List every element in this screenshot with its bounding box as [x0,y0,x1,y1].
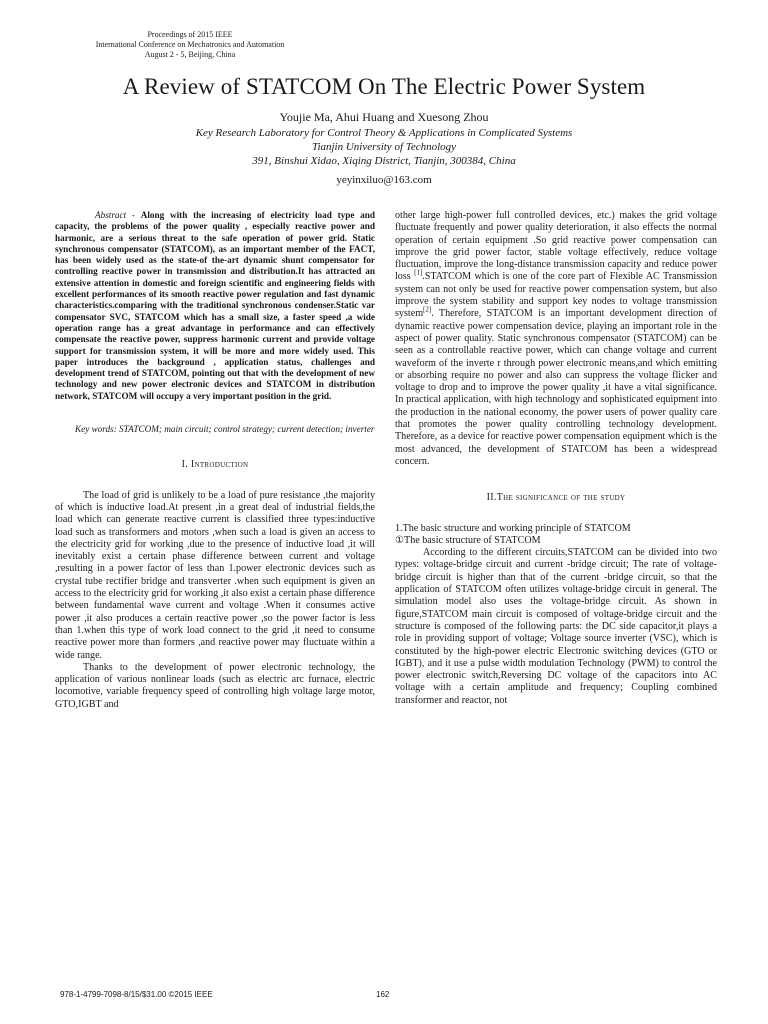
section-heading-significance: II.The significance of the study [486,492,626,504]
text-run: . Therefore, STATCOM is an important development direction of dynamic reactive power compensation device, playing an important role in the aspect of power quality. Static synchronous compensator (STATCOM) can be seen as a controllable reactive power, which can change voltage and current waveform of the inverte r through power electronic means,and which emitting or absorbing require no power and also can suppress the voltage flicker and voltage to drop and to improve the power quality ,it have a vital significance. In practical application, with high technology and sophisticated equipment into the production in the national economy, the power users of power quality care that promotes the power quality controlling technology development. Therefore, as a device for reactive power compensation equipment which is the most advanced, the development of STATCOM has been a widespread concern. [395,308,717,467]
affiliation-lab: Key Research Laboratory for Control Theory & Applications in Complicated Systems [195,127,573,139]
abstract-label: Abstract - [95,210,135,220]
footer-isbn: 978-1-4799-7098-8/15/$31.00 ©2015 IEEE [60,990,213,999]
section-heading-introduction: I. Introduction [181,459,249,471]
page-number: 162 [376,990,390,999]
paragraph: According to the different circuits,STATCOM can be divided into two types: voltage-bridge circuit and current -bridge circuit; The rate of voltage-bridge circuit is higher than that of the current -bridge circuit, so that the application of STATCOM often utilizes voltage-bridge circuit in general. The simulation model also uses the voltage-bridge circuit. As shown in figure,STATCOM main circuit is composed of voltage-bridge circuit and the structure is composed of the following parts: the DC side capacitor,it plays a role in providing support of voltage; Voltage source inverter (VSC), which is constituted by the high-power electric Electronic switching devices (GTO or IGBT), and it use a pulse width modulation Technology (PWM) to control the power electronic switch,Reversing DC voltage of the capacitors into AC voltage with a certain amplitude and frequency; Coupling combined transformer and reactor, not [395,547,717,706]
proceedings-line: International Conference on Mechatronics and Automation [95,40,285,49]
paragraph: The load of grid is unlikely to be a load of pure resistance ,the majority of which is inductive load.At present ,in a great deal of industrial fields,the load which can generate reactive current is classified three types:inductive load such as transformers and motors ,when such a load is given an access to the electricity grid for working ,due to the presence of inductive load ,it will inevitably exist a certain phase difference between current and voltage ,resulting in a power factor of less than 1.power electronic devices such as crystal tube rectifier bridge and transverter .when such equipment is given an access to the electricity grid for working ,it also exist a certain phase difference between fundamental wave current and voltage .When it consumes active power ,it also produces a certain reactive power ,so the power factor is less than 1.when this type of work load connect to the grid ,it need to consume reactive power more than formers ,and reactive power may fluctuate within a wide range. [55,489,375,661]
paragraph-continued [395,210,717,468]
citation-ref[interactable]: [1] [414,269,423,278]
affiliation-address: 391, Binshui Xidao, Xiqing District, Tianjin, 300384, China [252,155,516,167]
affiliation-university: Tianjin University of Technology [311,141,457,153]
author-block [0,110,768,187]
subsection-heading: 1.The basic structure and working principle of STATCOM [395,522,631,534]
author-email: yeyinxiluo@163.com [336,174,432,186]
proceedings-line: August 2 - 5, Beijing, China [144,50,236,59]
citation-ref[interactable]: [2] [423,306,432,315]
right-column [395,210,717,707]
text-run: .STATCOM which is one of the core part of Flexible AC Transmission system can not only be used for reactive power compensation system, but also improve the system stability and support key nodes to voltage transmission system [395,271,717,320]
paragraph: Thanks to the development of power electronic technology, the application of various nonlinear loads (such as electric arc furnace, electric locomotive, variable frequency speed of controlling high voltage large motor, GTO,IGBT and [55,661,375,710]
subsubsection-heading: ①The basic structure of STATCOM [395,534,541,546]
proceedings-header [50,30,330,60]
abstract-text: Along with the increasing of electricity load type and capacity, the problems of the power quality , especially reactive power and harmonic, are a serious threat to the safe operation of power grid. Static synchronous compensator (STATCOM), as an important member of the FACT, has been widely used as the state-of the-art dynamic shunt compensator for controlling reactive power in transmission and distribution.It has attracted an extensive attention in domestic and foreign scientific and engineering fields with excellent performances of its smooth reactive power regulation and fast dynamic characteristics.comparing with the traditional synchronous condenser.Static var compensator SVC, STATCOM which has a small size, a faster speed ,a wide operation range has a great advantage in performance and can effectively compensate the reactive power, suppress harmonic current and provide voltage support for transmission system, it will be more and more widely used. This paper introduces the background , application status, challenges and development trend of STATCOM, pointing out that with the development of new technology and new power electronic devices and STATCOM in distribution network, STATCOM will occupy a very important position in the grid. [55,210,375,401]
keywords: Key words: STATCOM; main circuit; control strategy; current detection; inverter [75,424,375,435]
paper-title: A Review of STATCOM On The Electric Power System [122,74,646,99]
author-names: Youjie Ma, Ahui Huang and Xuesong Zhou [279,110,489,124]
text-run: other large high-power full controlled devices, etc.) makes the grid voltage fluctuate frequently and power quality deterioration, it also effects the normal operation of certain equipment .So grid reactive power compensation can improve the grid power factor, stable voltage effectively, reduce voltage fluctuation, improve the long-distance transmission capacity and reduce power loss [395,210,717,283]
proceedings-line: Proceedings of 2015 IEEE [147,30,233,39]
left-column [55,210,375,711]
abstract [55,210,375,402]
